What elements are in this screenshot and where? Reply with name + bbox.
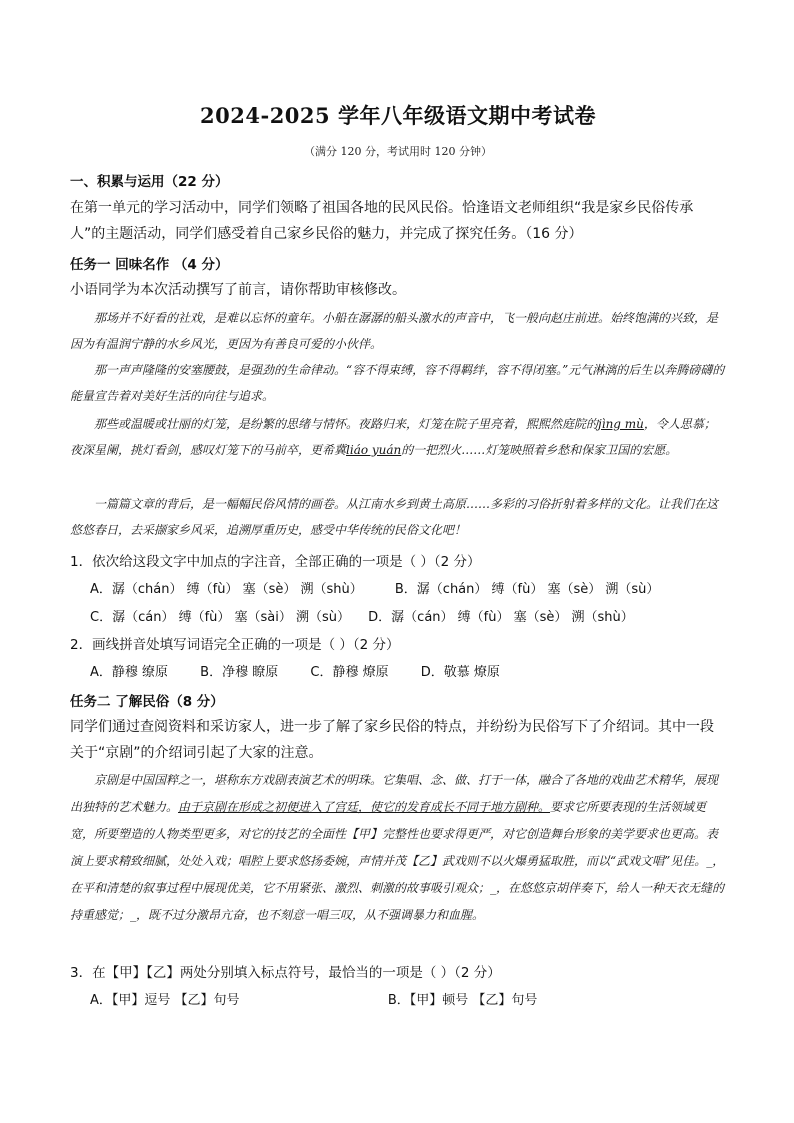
q1-option-d[interactable]: D．潺（cán） 缚（fù） 塞（sè） 溯（shù）	[368, 610, 634, 625]
passage-para-3-b: ，令人思慕；夜深星阑，挑灯看剑，感叹灯笼下的马前卒，更希冀	[70, 417, 716, 457]
page-title: 2024-2025 学年八年级语文期中考试卷	[200, 103, 596, 128]
q1-option-a[interactable]: A．潺（chán） 缚（fù） 塞（sè） 溯（shù）	[90, 582, 363, 597]
q3-option-b[interactable]: B．【甲】顿号 【乙】句号	[387, 993, 538, 1008]
task2-heading: 任务二 了解民俗（8 分）	[70, 694, 224, 710]
jingju-passage-a: 京剧是中国国粹之一，堪称东方戏剧表演艺术的明珠。它集唱、念、做、打于一体，融合了各地的戏曲艺术精华，展现出独特的艺术魅力。	[70, 773, 719, 814]
jingju-passage	[70, 767, 726, 929]
page-subtitle: （满分 120 分，考试用时 120 分钟）	[304, 145, 492, 158]
pinyin-blank-1: jìng mù	[598, 417, 644, 431]
section1-heading: 一、积累与运用（22 分）	[70, 174, 229, 190]
q2-option-d[interactable]: D．敬慕 燎原	[420, 665, 500, 680]
question-3-options	[70, 987, 746, 1015]
pinyin-blank-2: liáo yuán	[346, 443, 402, 457]
question-1-options-row2	[70, 604, 746, 632]
question-2-stem: 2．画线拼音处填写词语完全正确的一项是（ ）（2 分）	[70, 637, 400, 653]
passage-para-2: 那一声声隆隆的安塞腰鼓，是强劲的生命律动。“容不得束缚，容不得羁绊，容不得闭塞。”元气淋漓的后生以奔腾磅礴的能量宣告着对美好生活的向往与追求。	[70, 363, 725, 403]
passage-para-4: 一篇篇文章的背后，是一幅幅民俗风情的画卷。从江南水乡到黄土高原……多彩的习俗折射着多样的文化。让我们在这悠悠春日，去采撷家乡风采，追溯厚重历史，感受中华传统的民俗文化吧！	[70, 497, 719, 537]
passage-para-3-a: 那些或温暖或壮丽的灯笼，是纷繁的思绪与情怀。夜路归来，灯笼在院子里亮着，熙熙然庭院的	[94, 417, 599, 431]
question-1-stem: 1．依次给这段文字中加点的字注音，全部正确的一项是（ ）（2 分）	[70, 554, 481, 570]
q1-option-b[interactable]: B．潺（chán） 缚（fù） 塞（sè） 溯（sù）	[394, 582, 660, 597]
q2-option-a[interactable]: A．静穆 缭原	[90, 665, 169, 680]
q1-option-c[interactable]: C．潺（cán） 缚（fù） 塞（sài） 溯（sù）	[90, 610, 351, 625]
jingju-underlined-sentence: 由于京剧在形成之初便进入了宫廷，使它的发育成长不同于地方剧种。	[178, 800, 551, 814]
task1-instruction: 小语同学为本次活动撰写了前言，请你帮助审核修改。	[70, 282, 406, 298]
section1-intro: 在第一单元的学习活动中，同学们领略了祖国各地的民风民俗。恰逢语文老师组织“我是家乡民俗传承人”的主题活动，同学们感受着自己家乡民俗的魅力，并完成了探究任务。（16 分）	[70, 200, 694, 242]
jingju-passage-b: 要求它所要表现的生活领域更宽，所要塑造的人物类型更多，对它的技艺的全面性【甲】完整性也要求得更严，对它创造舞台形象的美学要求也更高。表演上要求精致细腻，处处入戏；唱腔上要求悠扬委婉，声情并茂【乙】武戏则不以火爆勇猛取胜，而以“武戏文唱”见佳。_，在平和清楚的叙事过程中展现优美，它不用紧张、激烈、刺激的故事吸引观众；_，在悠悠京胡伴奏下，给人一种天衣无缝的持重感觉；_，既不过分激昂亢奋，也不刻意一唱三叹，从不强调暴力和血腥。	[70, 800, 725, 922]
passage-para-3	[70, 411, 726, 463]
passage-para-3-c: 的一把烈火……灯笼映照着乡愁和保家卫国的宏愿。	[401, 443, 678, 457]
question-2-options	[70, 659, 746, 687]
q3-option-a[interactable]: A．【甲】逗号 【乙】句号	[90, 993, 240, 1008]
task2-intro: 同学们通过查阅资料和采访家人，进一步了解了家乡民俗的特点，并纷纷为民俗写下了介绍词。其中一段关于“京剧”的介绍词引起了大家的注意。	[70, 719, 714, 761]
q2-option-c[interactable]: C．静穆 燎原	[310, 665, 389, 680]
task1-heading: 任务一 回味名作 （4 分）	[70, 257, 229, 273]
passage-para-1: 那场并不好看的社戏，是难以忘怀的童年。小船在潺潺的船头激水的声音中，飞一般向赵庄前进。始终饱满的兴致，是因为有温润宁静的水乡风光，更因为有善良可爱的小伙伴。	[70, 311, 719, 351]
question-1-options-row1	[70, 576, 746, 604]
question-3-stem: 3．在【甲】【乙】两处分别填入标点符号，最恰当的一项是（ ）（2 分）	[70, 965, 501, 981]
q2-option-b[interactable]: B．净穆 瞭原	[200, 665, 279, 680]
